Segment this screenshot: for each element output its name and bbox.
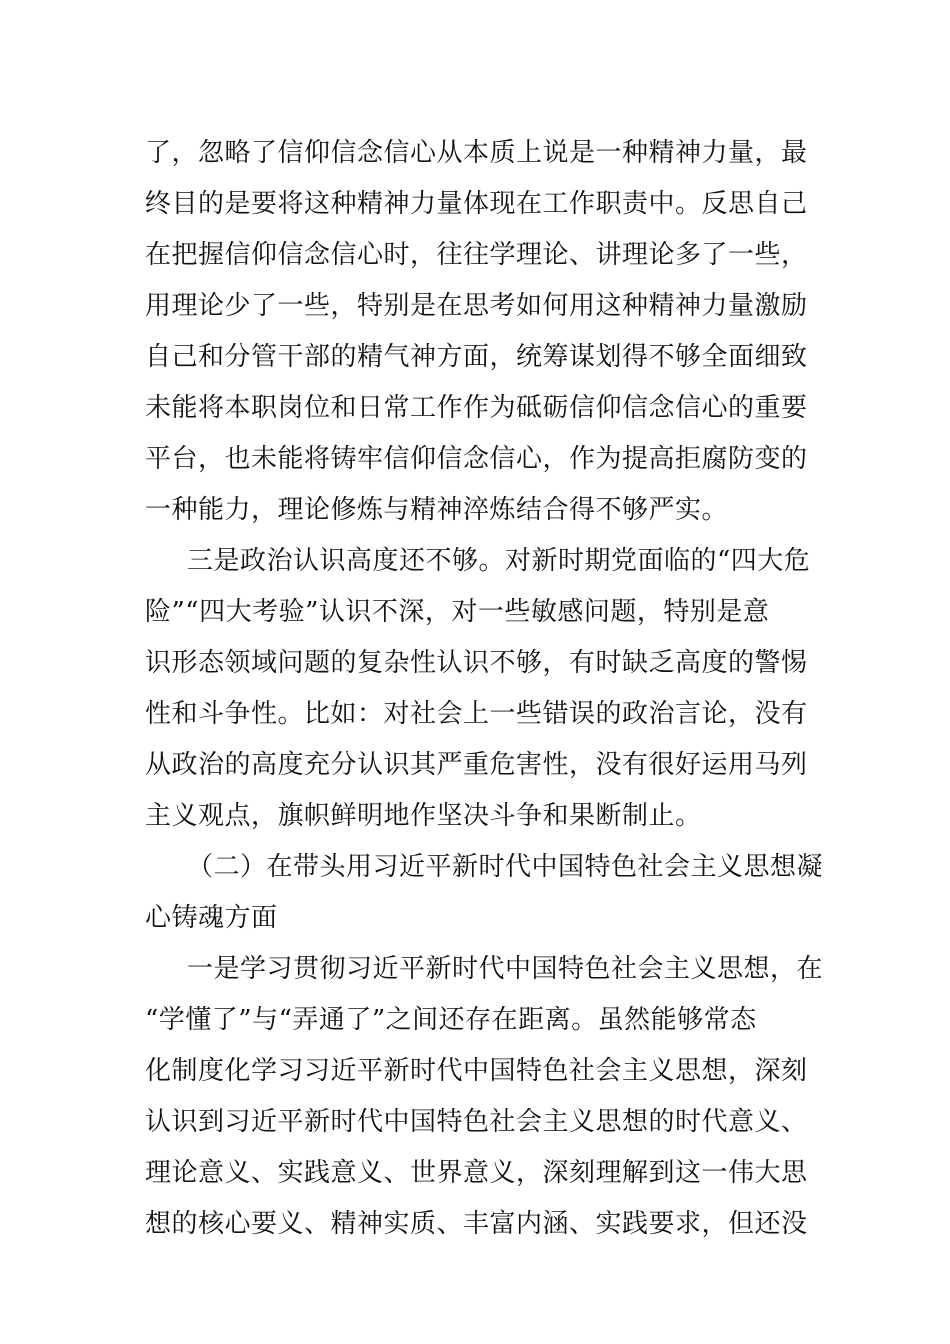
text-line: 用理论少了一些，特别是在思考如何用这种精神力量激励 [145, 291, 808, 321]
text-line: 想的核心要义、精神实质、丰富内涵、实践要求，但还没 [145, 1209, 808, 1239]
text-line: 自己和分管干部的精气神方面，统筹谋划得不够全面细致 [145, 342, 808, 372]
paragraph-start-line: 三是政治认识高度还不够。对新时期党面临的“四大危 [187, 546, 811, 576]
section-heading-line: （二）在带头用习近平新时代中国特色社会主义思想凝 [187, 852, 824, 882]
text-line: 未能将本职岗位和日常工作作为砥砺信仰信念信心的重要 [145, 393, 808, 423]
text-line: 化制度化学习习近平新时代中国特色社会主义思想，深刻 [145, 1056, 808, 1086]
text-line: 认识到习近平新时代中国特色社会主义思想的时代意义、 [145, 1107, 808, 1137]
text-line: 平台，也未能将铸牢信仰信念信心，作为提高拒腐防变的 [145, 444, 808, 474]
text-line: 从政治的高度充分认识其严重危害性，没有很好运用马列 [145, 750, 808, 780]
text-line: 识形态领域问题的复杂性认识不够，有时缺乏高度的警惕 [145, 648, 808, 678]
text-line: 了，忽略了信仰信念信心从本质上说是一种精神力量，最 [145, 138, 808, 168]
text-line: “学懂了”与“弄通了”之间还存在距离。虽然能够常态 [145, 1005, 757, 1035]
text-line: 在把握信仰信念信心时，往往学理论、讲理论多了一些， [145, 240, 808, 270]
text-line: 性和斗争性。比如：对社会上一些错误的政治言论，没有 [145, 699, 808, 729]
text-line: 一种能力，理论修炼与精神淬炼结合得不够严实。 [145, 495, 729, 525]
text-line: 主义观点，旗帜鲜明地作坚决斗争和果断制止。 [145, 801, 702, 831]
section-heading-line: 心铸魂方面 [145, 903, 278, 933]
text-line: 终目的是要将这种精神力量体现在工作职责中。反思自己 [145, 189, 808, 219]
text-line: 险”“四大考验”认识不深，对一些敏感问题，特别是意 [145, 597, 770, 627]
paragraph-start-line: 一是学习贯彻习近平新时代中国特色社会主义思想，在 [187, 954, 824, 984]
text-line: 理论意义、实践意义、世界意义，深刻理解到这一伟大思 [145, 1158, 808, 1188]
document-body [145, 128, 824, 1250]
